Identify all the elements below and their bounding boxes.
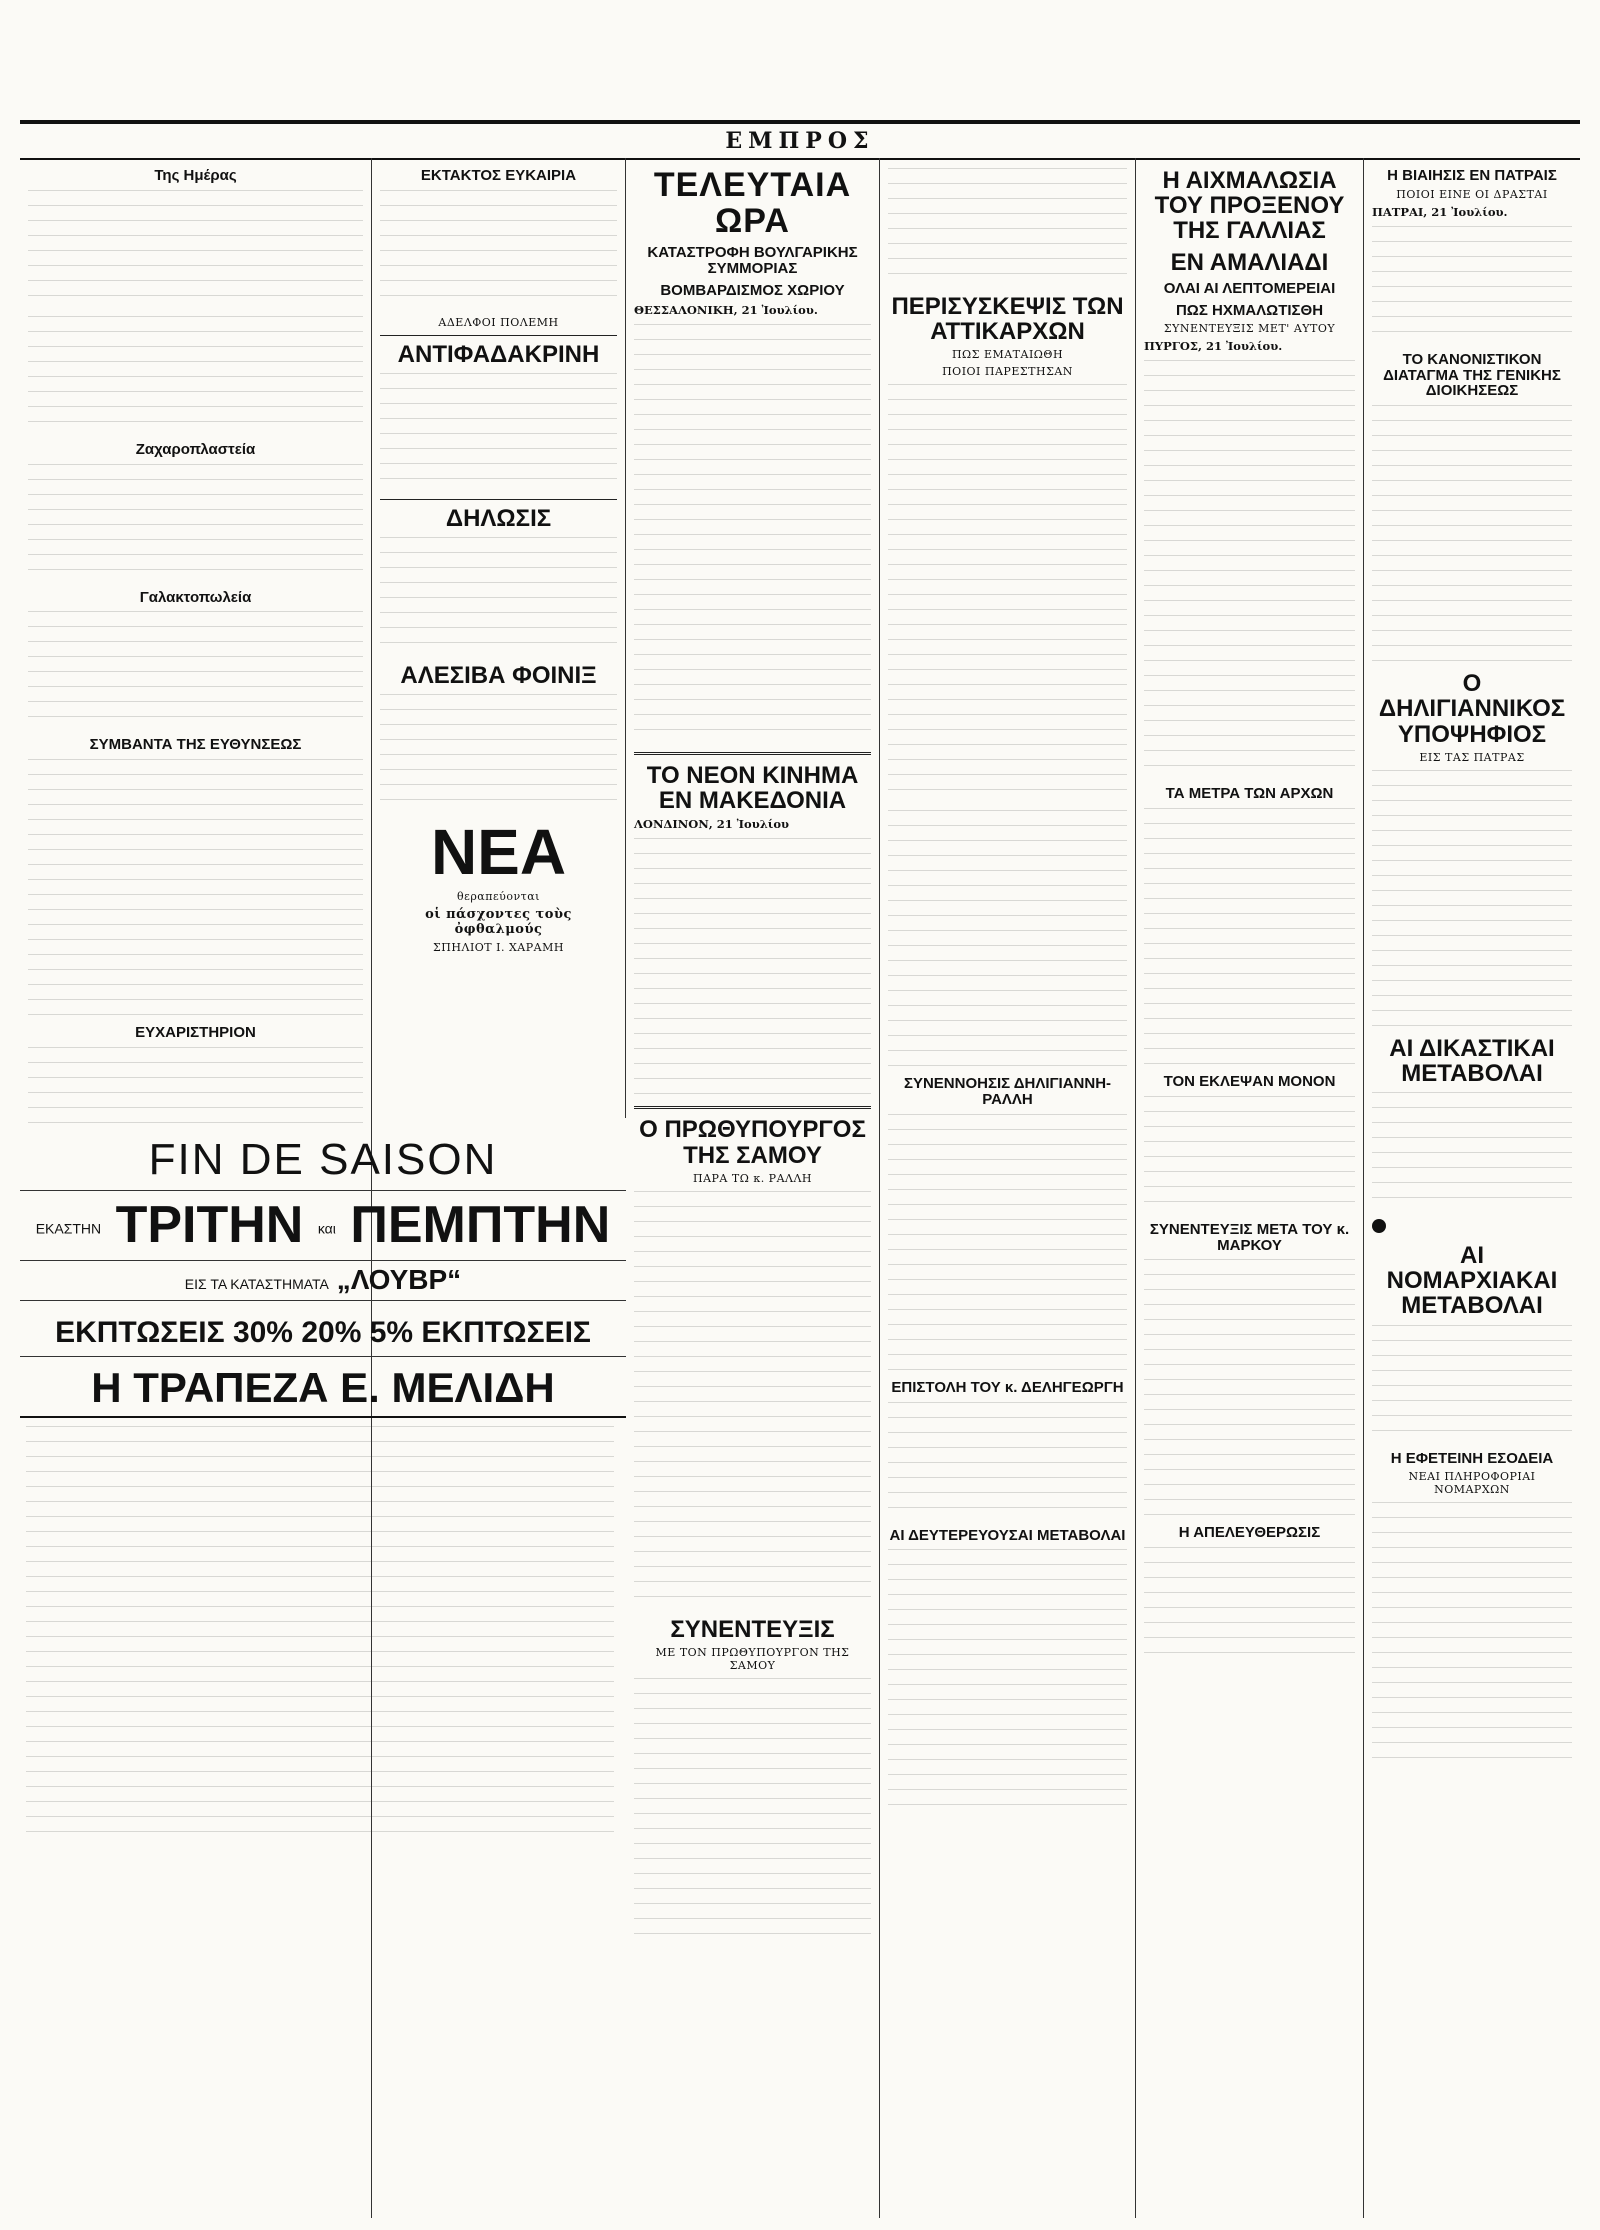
heading-markou-interview: ΣΥΝΕΝΤΕΥΞΙΣ ΜΕΤΑ ΤΟΥ κ. ΜΑΡΚΟΥ bbox=[1149, 1220, 1350, 1254]
heading-measures: ΤΑ ΜΕΤΡΑ ΤΩΝ ΑΡΧΩΝ bbox=[1165, 785, 1334, 803]
heading-catastrophe: ΚΑΤΑΣΤΡΟΦΗ ΒΟΥΛΓΑΡΙΚΗΣ ΣΥΜΜΟΡΙΑΣ bbox=[647, 244, 858, 278]
subheading: ΜΕ ΤΟΝ ΠΡΩΘΥΠΟΥΡΓΟΝ ΤΗΣ ΣΑΜΟΥ bbox=[655, 1645, 850, 1672]
heading-prefectural: ΑΙ ΝΟΜΑΡΧΙΑΚΑΙ ΜΕΤΑΒΟΛΑΙ bbox=[1386, 1242, 1558, 1320]
dateline: ΠΑΤΡΑΙ, 21 Ἰουλίου. bbox=[1372, 204, 1508, 219]
heading-harvest: Η ΕΦΕΤΕΙΝΗ ΕΣΟΔΕΙΑ bbox=[1390, 1449, 1554, 1467]
article-text bbox=[28, 759, 363, 1019]
article-text bbox=[1372, 1092, 1572, 1212]
heading-declaration: ΔΗΛΩΣΙΣ bbox=[445, 504, 552, 532]
subheading: ΠΟΙΟΙ ΠΑΡΕΣΤΗΣΑΝ bbox=[942, 365, 1073, 379]
article-text bbox=[634, 1191, 871, 1611]
article-text bbox=[1372, 226, 1572, 346]
article-text bbox=[1372, 1502, 1572, 1762]
article-text bbox=[888, 1402, 1127, 1522]
article-text bbox=[888, 1549, 1127, 1809]
article-text bbox=[28, 1047, 363, 1137]
article-text bbox=[28, 611, 363, 731]
heading-regulation: ΤΟ ΚΑΝΟΝΙΣΤΙΚΟΝ ΔΙΑΤΑΓΜΑ ΤΗΣ ΓΕΝΙΚΗΣ ΔΙΟΙΚΗΣΕΩΣ bbox=[1383, 350, 1561, 400]
ad-store-name: „ΛΟΥΒΡ“ bbox=[336, 1264, 462, 1295]
ad-store bbox=[20, 1260, 626, 1301]
ad-day-thursday: ΠΕΜΠΤΗΝ bbox=[350, 1196, 611, 1254]
heading-confectioners: Ζαχαροπλαστεία bbox=[135, 440, 256, 458]
subheading: ΕΙΣ ΤΑΣ ΠΑΤΡΑΣ bbox=[1419, 750, 1525, 764]
column-2 bbox=[372, 158, 626, 1118]
bullet-mark bbox=[1372, 1219, 1386, 1233]
article-text bbox=[1144, 1547, 1355, 1667]
ad-days-pre: ΕΚΑΣΤΗΝ bbox=[35, 1220, 102, 1237]
heading-thanks: ΕΥΧΑΡΙΣΤΗΡΙΟΝ bbox=[135, 1024, 256, 1041]
article-text bbox=[634, 1678, 871, 1938]
nea-ad-sub: θεραπεύονται bbox=[457, 890, 540, 904]
heading-patras: Η ΒΙΑΙΗΣΙΣ ΕΝ ΠΑΤΡΑΙΣ bbox=[1387, 167, 1557, 184]
article-text bbox=[26, 1426, 614, 1846]
article-text bbox=[380, 694, 617, 814]
heading-day: Της Ημέρας bbox=[154, 167, 237, 184]
heading-details: ΟΛΑΙ ΑΙ ΛΕΠΤΟΜΕΡΕΙΑΙ bbox=[1163, 279, 1336, 297]
nea-ad-signature: ΣΠΗΛΙΟΤ Ι. ΧΑΡΑΜΗ bbox=[433, 941, 564, 955]
column-4 bbox=[880, 158, 1136, 2218]
poem-text bbox=[28, 190, 363, 310]
article-text bbox=[888, 168, 1127, 288]
column-5 bbox=[1136, 158, 1364, 2218]
article-text bbox=[28, 316, 363, 436]
heading-agreement: ΣΥΝΕΝΝΟΗΣΙΣ ΔΗΛΙΓΙΑΝΝΗ-ΡΑΛΛΗ bbox=[903, 1075, 1112, 1109]
subheading: ΣΥΝΕΝΤΕΥΞΙΣ ΜΕΤ' ΑΥΤΟΥ bbox=[1163, 322, 1336, 336]
heading-release: Η ΑΠΕΛΕΥΘΕΡΩΣΙΣ bbox=[1178, 1524, 1321, 1542]
article-text bbox=[634, 838, 871, 1098]
ad-days bbox=[20, 1190, 626, 1261]
column-6 bbox=[1364, 158, 1580, 2218]
signature: ΑΔΕΛΦΟΙ ΠΟΛΕΜΗ bbox=[438, 315, 559, 329]
article-text bbox=[634, 324, 871, 744]
heading-secondary-changes: ΑΙ ΔΕΥΤΕΡΕΥΟΥΣΑΙ ΜΕΤΑΒΟΛΑΙ bbox=[889, 1526, 1126, 1544]
subheading: ΝΕΑΙ ΠΛΗΡΟΦΟΡΙΑΙ ΝΟΜΑΡΧΩΝ bbox=[1408, 1470, 1536, 1497]
subheading: ΠΩΣ ΕΜΑΤΑΙΩΘΗ bbox=[951, 348, 1064, 362]
heading-opportunity: ΕΚΤΑΚΤΟΣ ΕΥΚΑΙΡΙΑ bbox=[420, 167, 577, 184]
article-text bbox=[1144, 1096, 1355, 1216]
nea-ad-title: ΝΕΑ bbox=[430, 816, 567, 889]
article-text bbox=[1144, 808, 1355, 1068]
heading-how-captured: ΠΩΣ ΗΧΜΑΛΩΤΙΣΘΗ bbox=[1175, 301, 1324, 319]
heading-macedonia: ΤΟ ΝΕΟΝ ΚΙΝΗΜΑ ΕΝ ΜΑΚΕΔΟΝΙΑ bbox=[646, 761, 859, 814]
heading-last-hour: ΤΕΛΕΥΤΑΙΑ ΩΡΑ bbox=[653, 166, 852, 240]
subheading: ΠΑΡΑ ΤΩ κ. ΡΑΛΛΗ bbox=[692, 1171, 813, 1185]
article-text bbox=[380, 190, 617, 310]
article-text bbox=[1372, 770, 1572, 1030]
heading-stolen: ΤΟΝ ΕΚΛΕΨΑΝ ΜΟΝΟΝ bbox=[1163, 1073, 1336, 1091]
heading-interview: ΣΥΝΕΝΤΕΥΞΙΣ bbox=[670, 1615, 835, 1643]
heading-antifadakrini: ΑΝΤΙΦΑΔΑΚΡΙΝΗ bbox=[397, 340, 600, 368]
heading-letter: ΕΠΙΣΤΟΛΗ ΤΟΥ κ. ΔΕΛΗΓΕΩΡΓΗ bbox=[891, 1378, 1124, 1396]
ad-discounts: ΕΚΠΤΩΣΕΙΣ 30% 20% 5% ΕΚΠΤΩΣΕΙΣ bbox=[20, 1310, 626, 1357]
heading-bombardment: ΒΟΜΒΑΡΔΙΣΜΟΣ ΧΩΡΙΟΥ bbox=[660, 281, 845, 299]
article-text bbox=[28, 464, 363, 584]
article-text bbox=[888, 384, 1127, 804]
subheading: ΠΟΙΟΙ ΕΙΝΕ ΟΙ ΔΡΑΣΤΑΙ bbox=[1396, 187, 1548, 201]
article-text bbox=[888, 810, 1127, 1070]
ad-fin-de-saison: FIN DE SAISON bbox=[20, 1130, 626, 1191]
column-3 bbox=[626, 158, 880, 2218]
article-text bbox=[380, 537, 617, 657]
bank-notice-body bbox=[20, 1420, 620, 1852]
nea-ad-line: οἱ πάσχοντες τοὺς ὀφθαλμούς bbox=[425, 907, 572, 938]
article-text bbox=[380, 373, 617, 493]
article-text bbox=[888, 1114, 1127, 1374]
heading-samos-premier: Ο ΠΡΩΘΥΠΟΥΡΓΟΣ ΤΗΣ ΣΑΜΟΥ bbox=[639, 1116, 866, 1169]
heading-captivity: Η ΑΙΧΜΑΛΩΣΙΑ ΤΟΥ ΠΡΟΞΕΝΟΥ ΤΗΣ ΓΑΛΛΙΑΣ bbox=[1154, 167, 1345, 245]
heading-judicial: ΑΙ ΔΙΚΑΣΤΙΚΑΙ ΜΕΤΑΒΟΛΑΙ bbox=[1389, 1034, 1555, 1087]
heading-dairies: Γαλακτοπωλεία bbox=[139, 588, 252, 606]
article-text bbox=[1372, 1325, 1572, 1445]
ad-store-pre: ΕΙΣ ΤΑ ΚΑΤΑΣΤΗΜΑΤΑ bbox=[184, 1276, 329, 1292]
dateline: ΠΥΡΓΟΣ, 21 Ἰουλίου. bbox=[1144, 339, 1283, 354]
ad-day-and: και bbox=[317, 1220, 336, 1237]
heading-candidate: Ο ΔΗΛΙΓΙΑΝΝΙΚΟΣ ΥΠΟΨΗΦΙΟΣ bbox=[1378, 670, 1566, 748]
article-text bbox=[1144, 1259, 1355, 1519]
dateline: ΘΕΣΣΑΛΟΝΙΚΗ, 21 Ἰουλίου. bbox=[634, 302, 818, 317]
article-text bbox=[1144, 360, 1355, 780]
ad-bank-title: Η ΤΡΑΠΕΖΑ Ε. ΜΕΛΙΔΗ bbox=[20, 1360, 626, 1418]
heading-alesiva: ΑΛΕΣΙΒΑ ΦΟΙΝΙΞ bbox=[400, 662, 597, 690]
heading-attikarchs: ΠΕΡΙΣΥΣΚΕΨΙΣ ΤΩΝ ΑΤΤΙΚΑΡΧΩΝ bbox=[891, 293, 1124, 346]
heading-incidents: ΣΥΜΒΑΝΤΑ ΤΗΣ ΕΥΘΥΝΣΕΩΣ bbox=[89, 736, 302, 754]
article-text bbox=[1372, 405, 1572, 665]
masthead: ΕΜΠΡΟΣ bbox=[20, 120, 1580, 160]
ad-day-tuesday: ΤΡΙΤΗΝ bbox=[115, 1196, 304, 1254]
heading-amaliada: ΕΝ ΑΜΑΛΙΑΔΙ bbox=[1170, 248, 1329, 276]
dateline: ΛΟΝΔΙΝΟΝ, 21 Ἰουλίου bbox=[634, 817, 789, 832]
